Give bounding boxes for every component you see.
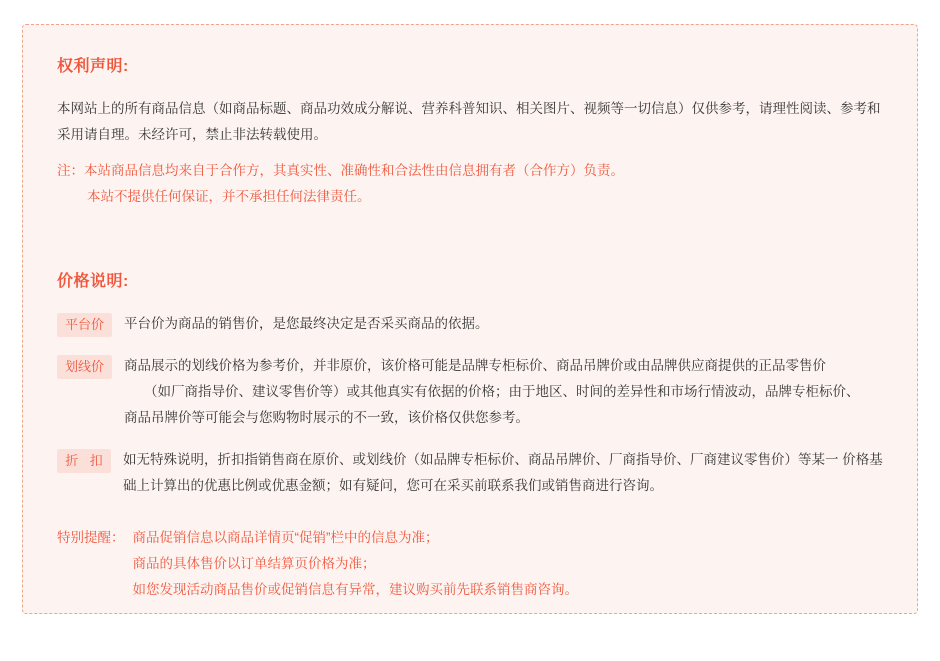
discount-line-1: 如无特殊说明，折扣指销售商在原价、或划线价（如品牌专柜标价、商品吊牌价、厂商指导价、厂商建议零售价）等某一 [123,452,839,467]
rights-statement-note-line-2: 本站不提供任何保证，并不承担任何法律责任。 [87,189,371,204]
price-item-strikethrough-price [57,353,883,431]
platform-price-description: 平台价为商品的销售价，是您最终决定是否采买商品的依据。 [124,316,489,331]
price-item-discount [57,447,883,499]
strikethrough-price-tag: 划线价 [57,355,112,379]
special-reminder-line-1: 商品促销信息以商品详情页“促销”栏中的信息为准； [132,530,439,545]
strikethrough-price-line-3: 商品吊牌价等可能会与您购物时展示的不一致，该价格仅供您参考。 [124,410,530,425]
strikethrough-price-description [124,353,860,431]
rights-statement-paragraph: 本网站上的所有商品信息（如商品标题、商品功效成分解说、营养科普知识、相关图片、视频等一切信息）仅供参考，请理性阅读、参考和采用请自理。未经许可，禁止非法转载使用。 [57,101,881,142]
disclaimer-panel [22,24,918,614]
special-reminder-label: 特别提醒： [57,530,125,545]
price-item-platform-price [57,311,883,337]
special-reminder-line-3: 如您发现活动商品售价或促销信息有异常，建议购买前先联系销售商咨询。 [132,582,578,597]
special-reminder-line-2: 商品的具体售价以订单结算页价格为准； [132,556,376,571]
discount-description [123,447,883,499]
strikethrough-price-line-1: 商品展示的划线价格为参考价，并非原价，该价格可能是品牌专柜标价、商品吊牌价或由品牌供应商提供的正品零售价 [124,358,827,373]
discount-line-2: 价格基础上计算出的优惠比例或优惠金额；如有疑问，您可在采买前联系我们或销售商进行咨询。 [123,452,883,493]
platform-price-tag: 平台价 [57,313,112,337]
rights-statement-title: 权利声明: [57,58,129,75]
price-explanation-title: 价格说明: [57,273,129,290]
special-reminder-lines [133,525,579,603]
rights-statement-note-line-1: 注：本站商品信息均来自于合作方，其真实性、准确性和合法性由信息拥有者（合作方）负责。 [57,163,624,178]
special-reminder [57,525,883,603]
strikethrough-price-line-2: （如厂商指导价、建议零售价等）或其他真实有依据的价格；由于地区、时间的差异性和市场行情波动，品牌专柜标价、 [144,384,860,399]
discount-tag: 折 扣 [57,449,111,473]
